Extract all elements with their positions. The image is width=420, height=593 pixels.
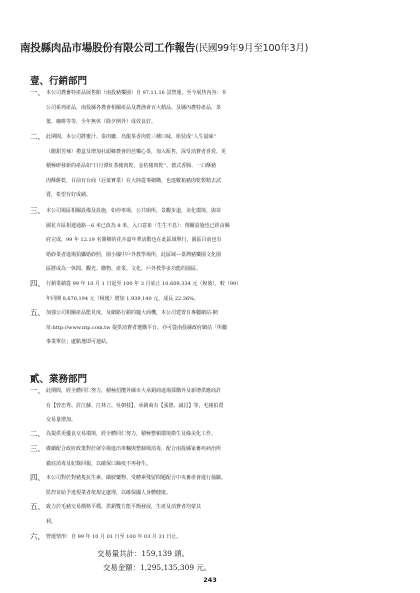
item-line: 公司系列產品，南投縣各農會相關產品及農漁會百大精品、及縣內農特產品，茶 bbox=[46, 104, 222, 111]
item-number: 三、 bbox=[30, 444, 45, 453]
item-line: 府完成，99 年 12.19 名間鄉的花卉嘉年華活動也在此區域舉行，園區目前也有 bbox=[46, 237, 222, 244]
item-line: 本公司對於對豬隻抗生素、磺胺藥物、受體素殘留問題配合中央畜產會進行抽驗、 bbox=[46, 475, 227, 481]
item-number: 二、 bbox=[30, 132, 45, 141]
item-line: 婚紗業者進場拍攝婚紗照，園小國中戶外教學場所，此區域—臺灣豬樂園文化園 bbox=[46, 251, 222, 258]
section-heading-marketing: 壹、行銷部門 bbox=[30, 76, 88, 87]
item-number: 五、 bbox=[30, 502, 45, 511]
item-line: 營運情形：自 99 年 10 月 01 日至 100 年 03 月 31 日止。 bbox=[46, 534, 182, 540]
item-line: 利。 bbox=[46, 518, 57, 525]
item-number: 五、 bbox=[30, 308, 45, 317]
operations-amount: 交易金額：1,295,135,309 元。 bbox=[103, 563, 212, 572]
item-line: 致力於毛豬交易價格平穩，供銷雙方能平衡發展，生產及消費者均蒙其 bbox=[46, 504, 202, 510]
item-line: 為提供更優良交易環境，經全體同仁努力，積極整頓環境衛生及綠美化工作。 bbox=[46, 431, 217, 437]
item-line: 徹底消毒及紀錄回報，以確保口蹄疫不再發生。 bbox=[46, 460, 152, 467]
item-line: 事業單位」處點選即可連結。 bbox=[46, 339, 112, 346]
item-line: 賣，希望有好成績。 bbox=[46, 192, 92, 199]
item-line: 肉酥餅乾，目前有台商（冠蓁實業）在大陸從事網購，也進數箱豬肉乾製精去試 bbox=[46, 177, 222, 184]
item-line: 本公司農畜特產品展售館（南投豬樂園）自 97.11.16 試營運，至今展售內容：本 bbox=[46, 90, 227, 96]
item-line: 監控並給予違規業者依規定處理，以確保國人身體健康。 bbox=[46, 489, 172, 496]
item-line: 行銷業績從 99 年 10 月 1 日起至 100 年 3 月底止 10,609,334 元（稅後），較（99） bbox=[46, 281, 242, 287]
item-line: 本公司場區相關設備及設施，如停車場，公共廁所，景觀步道，美化環境，與苗 bbox=[46, 208, 222, 214]
item-line: 葉、咖啡等等，全年無休（除夕例外）成效良好。 bbox=[46, 119, 157, 126]
operations-volume: 交易量共計：159,139 頭。 bbox=[97, 549, 190, 558]
item-line: 加強公司相關產品能見度，及網路行銷的龐大商機，本公司建置有專屬網站-網 bbox=[46, 310, 218, 316]
section-heading-business: 貳、業務部門 bbox=[30, 374, 88, 385]
item-number: 四、 bbox=[30, 279, 45, 288]
item-number: 一、 bbox=[30, 386, 45, 395]
item-line: 此期間，本公司將蜜汁、泰肉廳、烏龍茶香肉乾三種口味，組装成”人生滋味” bbox=[46, 134, 217, 140]
item-line: 圃花卉區相連通路－6 米已改為 8 米，入口意象（生生不息）：削關設施也已經由縣 bbox=[46, 222, 230, 229]
item-line: 有【曾忠秀、許江蘇、江林立、吳朝枝】，承銷商有【張德、誠昌】等，毛豬拍賣 bbox=[46, 402, 224, 409]
item-number: 一、 bbox=[30, 88, 45, 97]
page-number: 243 bbox=[203, 576, 217, 584]
item-line: 積極研發新的產品如”日月潭紅茶豬肉乾、金桔豬肉乾”、德式香腸、一口酥豬 bbox=[46, 163, 217, 170]
item-line: 年同期 8,670,194 元（稅後）增加 1,939,140 元，成長 22.36%。 bbox=[46, 295, 199, 302]
item-line: 此期間，經全體同仁努力，積極招攬外縣市大承銷商進場採購外及新增供應商許 bbox=[46, 388, 222, 394]
report-title-main: 南投縣肉品市場股份有限公司工作報告 bbox=[20, 42, 196, 54]
item-number: 六、 bbox=[30, 532, 45, 541]
item-line: （酸甜苦辣）禮盒及增加社頭鄉農會的芭樂心茶，加入販售，深受消費者喜愛，更 bbox=[46, 148, 227, 155]
report-title-period: (民國99年9月至100年3月) bbox=[195, 43, 309, 54]
item-number: 三、 bbox=[30, 206, 45, 215]
item-number: 四、 bbox=[30, 473, 45, 482]
item-line: 區將成為一休閒、觀光、購物、產業、文化、戶外教學多功能的園區。 bbox=[46, 266, 202, 273]
item-line: 址:http://www.ntp.com.tw 提供消費者選購平台。亦可從南投縣政府網站「所屬 bbox=[46, 324, 228, 331]
report-title bbox=[20, 40, 410, 55]
item-line: 賡續配合政府政策對於屠宰場進出車輛與整個場消毒，配合南投縣家畜疾病治所 bbox=[46, 446, 222, 452]
item-number: 二、 bbox=[30, 429, 45, 438]
item-line: 交易量增加。 bbox=[46, 417, 77, 424]
